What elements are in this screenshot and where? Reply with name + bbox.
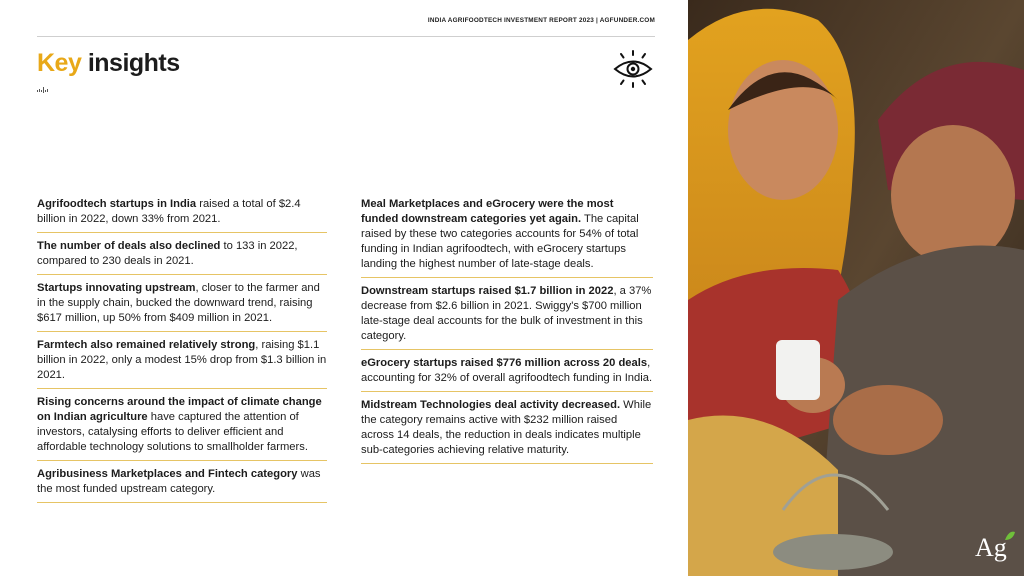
insight-item: Startups innovating upstream, closer to the farmer and in the supply chain, bucked the downward trend, raising $617 million, up 50% from $409 million in 2021. bbox=[37, 281, 327, 332]
insights-right-column bbox=[361, 197, 653, 470]
insights-left-column bbox=[37, 197, 327, 509]
decorative-mark-icon bbox=[37, 86, 51, 94]
logo-text: Ag bbox=[975, 533, 1007, 562]
report-header: INDIA AGRIFOODTECH INVESTMENT REPORT 2023 | AGFUNDER.COM bbox=[427, 17, 655, 24]
insight-item: Rising concerns around the impact of climate change on Indian agriculture have captured the attention of investors, catalysing efforts to deliver efficient and affordable technology solutions to smallholder farmers. bbox=[37, 395, 327, 461]
hero-photo bbox=[688, 0, 1024, 576]
photo-illustration bbox=[688, 0, 1024, 576]
insight-item: Agribusiness Marketplaces and Fintech category was the most funded upstream category. bbox=[37, 467, 327, 503]
page-title bbox=[37, 49, 180, 78]
insight-item: Downstream startups raised $1.7 billion in 2022, a 37% decrease from $2.6 billion in 2021. Swiggy's $700 million late-stage deal accounts for the bulk of investment in this category. bbox=[361, 284, 653, 350]
eye-icon bbox=[610, 50, 656, 88]
insight-item: The number of deals also declined to 133 in 2022, compared to 230 deals in 2021. bbox=[37, 239, 327, 275]
insight-item: Agrifoodtech startups in India raised a total of $2.4 billion in 2022, down 33% from 2021. bbox=[37, 197, 327, 233]
insight-item: Farmtech also remained relatively strong, raising $1.1 billion in 2022, only a modest 15% drop from $1.3 billion in 2021. bbox=[37, 338, 327, 389]
header-divider bbox=[37, 36, 655, 37]
insight-item: Meal Marketplaces and eGrocery were the most funded downstream categories yet again. The capital raised by these two categories accounts for 54% of total funding in Indian agrifoodtech, with eGrocery startups landing the highest number of late-stage deals. bbox=[361, 197, 653, 278]
title-rest: insights bbox=[87, 49, 180, 77]
title-accent: Key bbox=[37, 49, 82, 77]
insight-item: Midstream Technologies deal activity decreased. While the category remains active with $232 million raised across 14 deals, the reduction in deals indicates multiple sub-categories achieving relative maturity. bbox=[361, 398, 653, 464]
insight-item: eGrocery startups raised $776 million across 20 deals, accounting for 32% of overall agrifoodtech funding in India. bbox=[361, 356, 653, 392]
agfunder-logo bbox=[975, 528, 1015, 567]
